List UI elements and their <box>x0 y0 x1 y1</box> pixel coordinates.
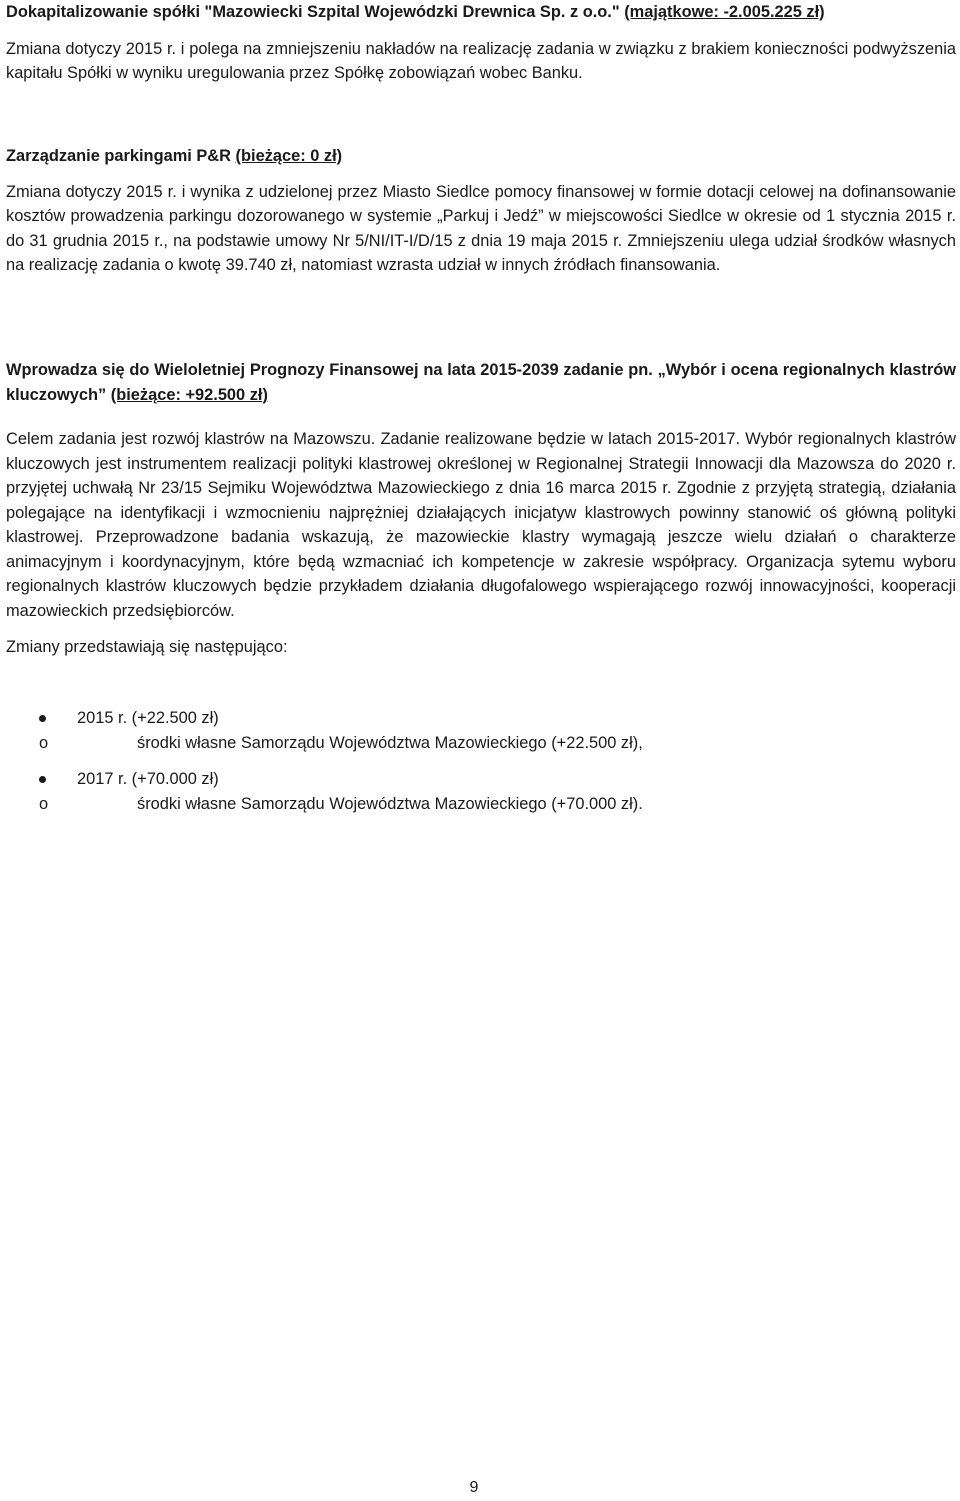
section-heading <box>6 144 956 169</box>
heading-title: Dokapitalizowanie spółki "Mazowiecki Szpital Wojewódzki Drewnica Sp. z o.o." <box>6 3 620 21</box>
list-item-label: 2017 r. (+70.000 zł) <box>77 770 219 788</box>
section-body: Zmiana dotyczy 2015 r. i polega na zmniejszeniu nakładów na realizację zadania w związku z brakiem konieczności podwyższenia kapitału Spółki w wyniku uregulowania przez Spółkę zobowiązań wobec Banku. <box>6 39 956 82</box>
section-body: Celem zadania jest rozwój klastrów na Mazowszu. Zadanie realizowane będzie w latach 2015-2017. Wybór regionalnych klastrów kluczowych jest instrumentem realizacji polityki klastrowej określonej w Regionalnej Strategii Innowacji dla Mazowsza do 2020 r. przyjętej uchwałą Nr 23/15 Sejmiku Województwa Mazowieckiego z dnia 16 marca 2015 r. Zgodnie z przyjętą strategią, działania polegające na identyfikacji i wzmocnieniu najprężniej działających inicjatyw klastrowych powinny stanowić oś główną polityki klastrowej. Przeprowadzone badania wskazują, że mazowieckie klastry wymagają jeszcze wielu działań o charakterze animacyjnym i koordynacyjnym, które będą wzmacniać ich kompetencje w zakresie współpracy. Organizacja sytemu wyboru regionalnych klastrów kluczowych będzie przykładem działania długofalowego wspierającego rozwój innowacyjności, kooperacji mazowieckich przedsiębiorców. <box>6 430 956 620</box>
sub-bullet-icon: o <box>39 794 49 813</box>
sub-bullet-icon: o <box>39 733 49 752</box>
changes-list <box>6 706 956 816</box>
sub-list-item <box>6 731 956 756</box>
sub-list-item-text: środki własne Samorządu Województwa Mazowieckiego (+70.000 zł). <box>137 794 643 813</box>
bullet-icon <box>39 715 46 722</box>
page-number: 9 <box>469 1479 479 1496</box>
heading-amount: (majątkowe: -2.005.225 zł) <box>624 3 825 21</box>
changes-intro: Zmiany przedstawiają się następująco: <box>6 638 288 656</box>
list-item-label: 2015 r. (+22.500 zł) <box>77 709 219 727</box>
list-item <box>6 767 956 792</box>
heading-amount: (bieżące: 0 zł) <box>235 147 343 165</box>
bullet-icon <box>39 776 46 783</box>
section-heading <box>6 358 956 407</box>
section-parkingi <box>6 144 956 278</box>
section-klastry <box>6 358 956 660</box>
heading-title: Wprowadza się do Wieloletniej Prognozy Finansowej na lata 2015-2039 zadanie pn. „Wybór i ocena regionalnych klastrów kluczowych” <box>6 361 956 404</box>
section-heading <box>6 0 956 25</box>
list-item <box>6 706 956 731</box>
sub-list-item <box>6 792 956 817</box>
section-dokapitalizowanie <box>6 0 956 86</box>
sub-list-item-text: środki własne Samorządu Województwa Mazowieckiego (+22.500 zł), <box>137 733 643 752</box>
section-body: Zmiana dotyczy 2015 r. i wynika z udzielonej przez Miasto Siedlce pomocy finansowej w formie dotacji celowej na dofinansowanie kosztów prowadzenia parkingu dozorowanego w systemie „Parkuj i Jedź” w miejscowości Siedlce w okresie od 1 stycznia 2015 r. do 31 grudnia 2015 r., na podstawie umowy Nr 5/NI/IT-I/D/15 z dnia 19 maja 2015 r. Zmniejszeniu ulega udział środków własnych na realizację zadania o kwotę 39.740 zł, natomiast wzrasta udział w innych źródłach finansowania. <box>6 182 956 274</box>
heading-title: Zarządzanie parkingami P&R <box>6 147 231 165</box>
heading-amount: (bieżące: +92.500 zł) <box>110 385 268 404</box>
